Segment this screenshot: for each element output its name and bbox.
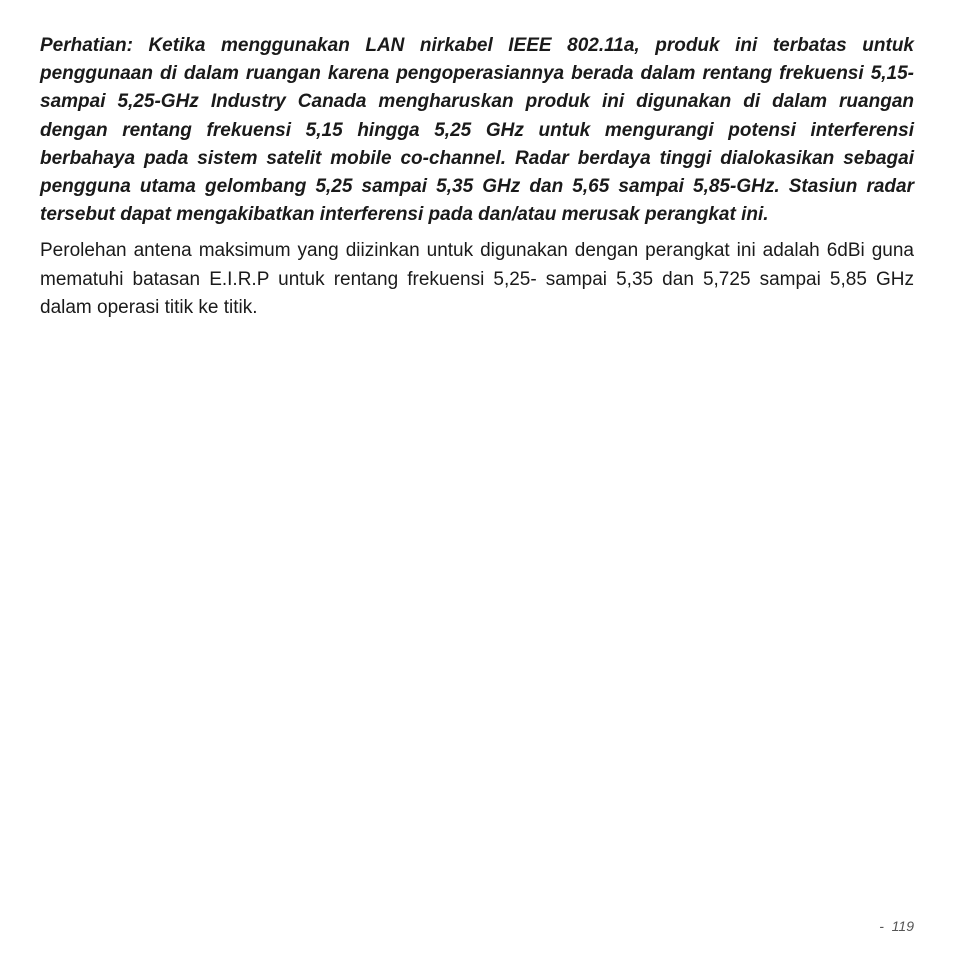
page-content xyxy=(40,32,914,322)
page-number: - 119 xyxy=(879,918,914,934)
body-paragraph: Perolehan antena maksimum yang diizinkan untuk digunakan dengan perangkat ini adalah 6dBi guna mematuhi batasan E.I.R.P untuk rentang frekuensi 5,25- sampai 5,35 dan 5,725 sampai 5,85 GHz dalam operasi titik ke titik. xyxy=(40,240,914,318)
warning-paragraph: Perhatian: Ketika menggunakan LAN nirkabel IEEE 802.11a, produk ini terbatas untuk penggunaan di dalam ruangan karena pengoperasiannya berada dalam rentang frekuensi 5,15- sampai 5,25-GHz Industry Canada mengharuskan produk ini digunakan di dalam ruangan dengan rentang frekuensi 5,15 hingga 5,25 GHz untuk mengurangi potensi interferensi berbahaya pada sistem satelit mobile co-channel. Radar berdaya tinggi dialokasikan sebagai pengguna utama gelombang 5,25 sampai 5,35 GHz dan 5,65 sampai 5,85-GHz. Stasiun radar tersebut dapat mengakibatkan interferensi pada dan/atau merusak perangkat ini. xyxy=(40,35,914,226)
